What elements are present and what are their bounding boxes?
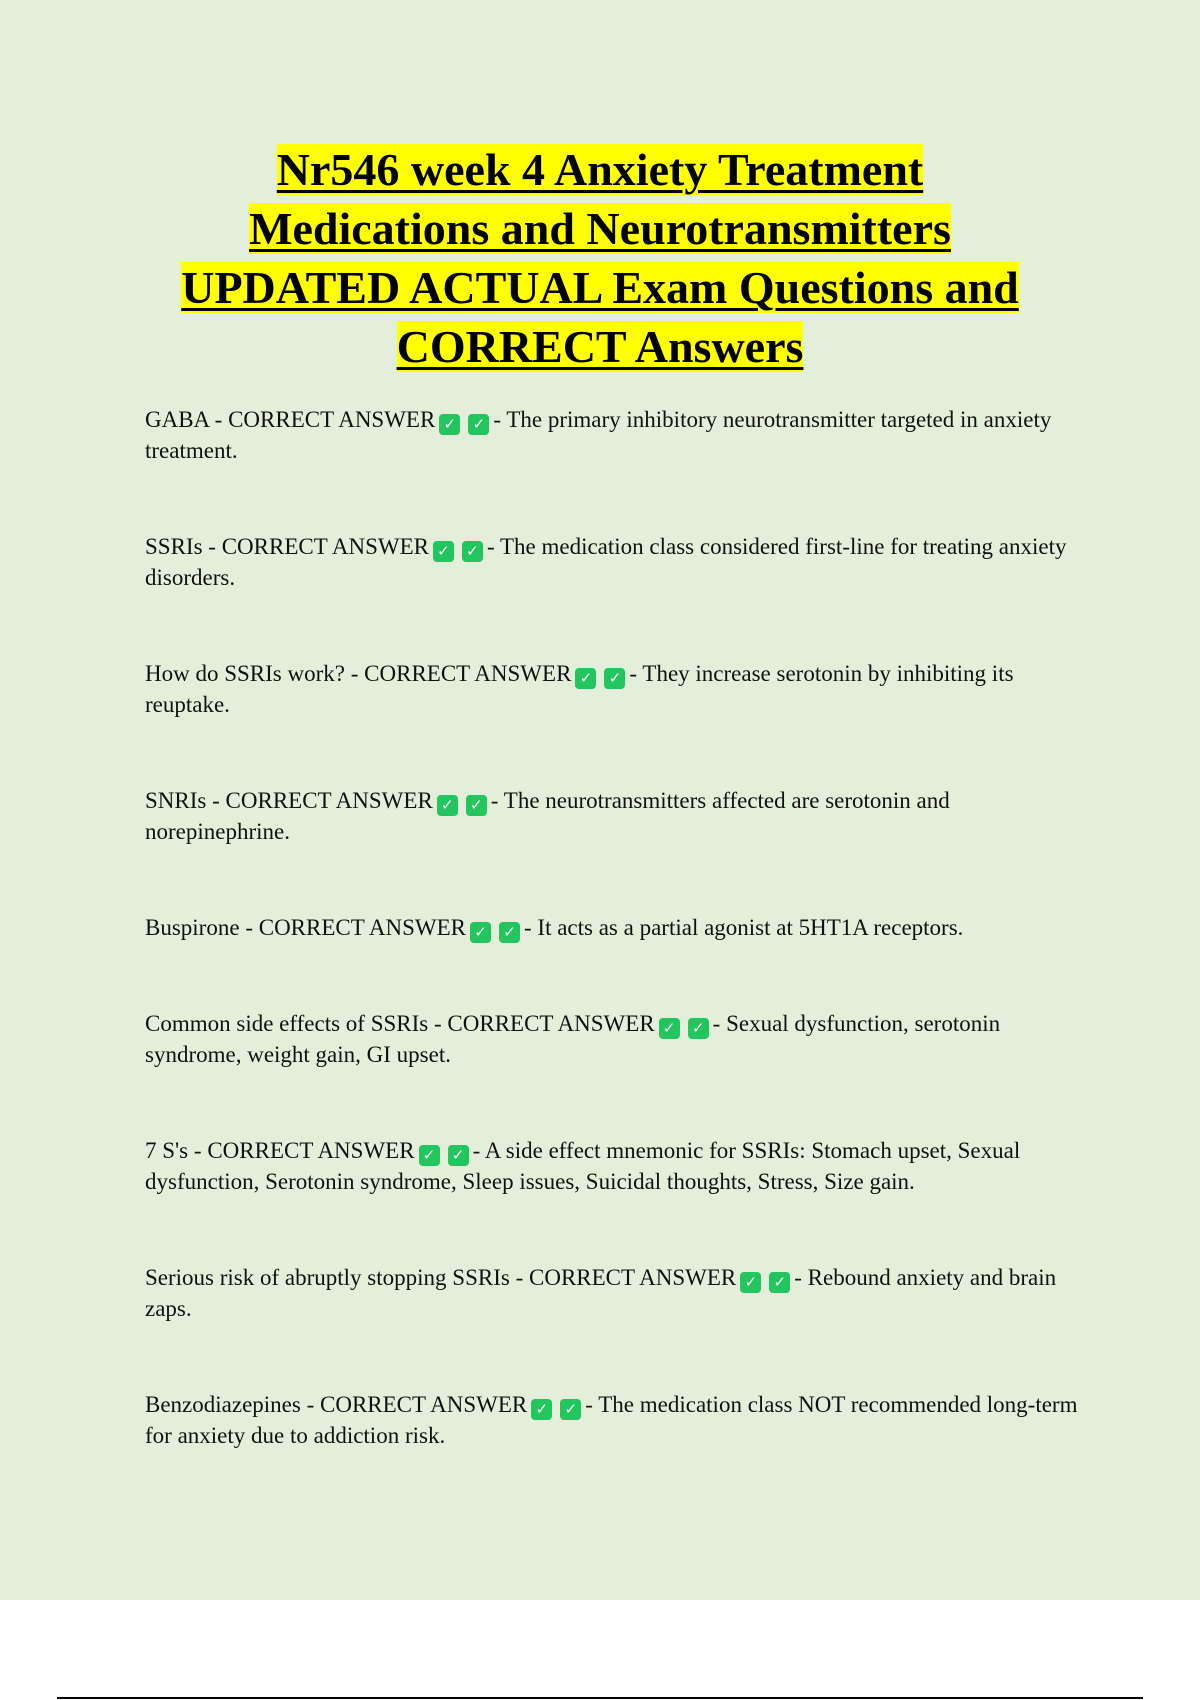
qa-item-abrupt-stop-risk: Serious risk of abruptly stopping SSRIs - CORRECT ANSWER ✓ ✓ - Rebound anxiety and brain zaps. [145,1265,1057,1321]
check-icon: ✓ [659,1018,680,1039]
qa-answer: It acts as a partial agonist at 5HT1A receptors. [537,915,964,940]
answer-marker: CORRECT ANSWER [221,534,429,559]
qa-item-ssri-mechanism: How do SSRIs work? - CORRECT ANSWER ✓ ✓ - They increase serotonin by inhibiting its reuptake. [145,661,1014,717]
check-icon: ✓ [466,795,487,816]
answer-marker: CORRECT ANSWER [258,915,466,940]
answer-marker: CORRECT ANSWER [228,407,436,432]
qa-answer: A side effect mnemonic for SSRIs: Stomach upset, Sexual dysfunction, Serotonin syndrome, Sleep issues, Suicidal thoughts, Stress, Size gain. [145,1138,1021,1194]
qa-term: SNRIs [145,788,207,813]
qa-item-snris: SNRIs - CORRECT ANSWER ✓ ✓ - The neurotransmitters affected are serotonin and norepinephrine. [145,788,950,844]
answer-marker: CORRECT ANSWER [529,1265,737,1290]
qa-item-ssris: SSRIs - CORRECT ANSWER ✓ ✓ - The medication class considered first-line for treating anxiety disorders. [145,534,1067,590]
qa-term: Serious risk of abruptly stopping SSRIs [145,1265,510,1290]
qa-answer: The medication class NOT recommended long-term for anxiety due to addiction risk. [145,1392,1078,1448]
footer-divider [57,1697,1143,1699]
answer-marker: CORRECT ANSWER [207,1138,415,1163]
qa-term: Buspirone [145,915,240,940]
document-title [100,140,1100,376]
qa-answer: Rebound anxiety and brain zaps. [145,1265,1057,1321]
check-icon: ✓ [560,1399,581,1420]
qa-item-ssri-side-effects: Common side effects of SSRIs - CORRECT ANSWER ✓ ✓ - Sexual dysfunction, serotonin syndrome, weight gain, GI upset. [145,1011,1001,1067]
check-icon: ✓ [575,668,596,689]
qa-list [145,404,1080,1516]
check-icon: ✓ [419,1145,440,1166]
title-line: Nr546 week 4 Anxiety Treatment [276,144,924,195]
qa-item-7-s: 7 S's - CORRECT ANSWER ✓ ✓ - A side effect mnemonic for SSRIs: Stomach upset, Sexual dysfunction, Serotonin syndrome, Sleep issues, Suicidal thoughts, Stress, Size gain. [145,1138,1021,1194]
check-icon: ✓ [462,541,483,562]
qa-answer: Sexual dysfunction, serotonin syndrome, weight gain, GI upset. [145,1011,1001,1067]
answer-marker: CORRECT ANSWER [320,1392,528,1417]
check-icon: ✓ [740,1272,761,1293]
check-icon: ✓ [468,414,489,435]
qa-item-gaba: GABA - CORRECT ANSWER ✓ ✓ - The primary inhibitory neurotransmitter targeted in anxiety treatment. [145,407,1052,463]
title-line: UPDATED ACTUAL Exam Questions and [181,262,1019,313]
qa-answer: The neurotransmitters affected are serotonin and norepinephrine. [145,788,950,844]
check-icon: ✓ [448,1145,469,1166]
qa-term: How do SSRIs work? [145,661,345,686]
qa-term: GABA [145,407,209,432]
qa-answer: They increase serotonin by inhibiting its reuptake. [145,661,1014,717]
check-icon: ✓ [688,1018,709,1039]
check-icon: ✓ [433,541,454,562]
check-icon: ✓ [499,922,520,943]
qa-term: 7 S's [145,1138,189,1163]
check-icon: ✓ [470,922,491,943]
qa-answer: The primary inhibitory neurotransmitter targeted in anxiety treatment. [145,407,1052,463]
check-icon: ✓ [531,1399,552,1420]
check-icon: ✓ [439,414,460,435]
title-line: CORRECT Answers [396,321,804,372]
qa-term: Benzodiazepines [145,1392,301,1417]
qa-answer: The medication class considered first-line for treating anxiety disorders. [145,534,1067,590]
answer-marker: CORRECT ANSWER [364,661,572,686]
qa-item-buspirone: Buspirone - CORRECT ANSWER ✓ ✓ - It acts as a partial agonist at 5HT1A receptors. [145,915,964,941]
title-line: Medications and Neurotransmitters [249,203,951,254]
qa-term: Common side effects of SSRIs [145,1011,429,1036]
check-icon: ✓ [437,795,458,816]
qa-item-benzodiazepines: Benzodiazepines - CORRECT ANSWER ✓ ✓ - The medication class NOT recommended long-term for anxiety due to addiction risk. [145,1392,1078,1448]
qa-term: SSRIs [145,534,203,559]
check-icon: ✓ [769,1272,790,1293]
check-icon: ✓ [604,668,625,689]
answer-marker: CORRECT ANSWER [447,1011,655,1036]
answer-marker: CORRECT ANSWER [225,788,433,813]
